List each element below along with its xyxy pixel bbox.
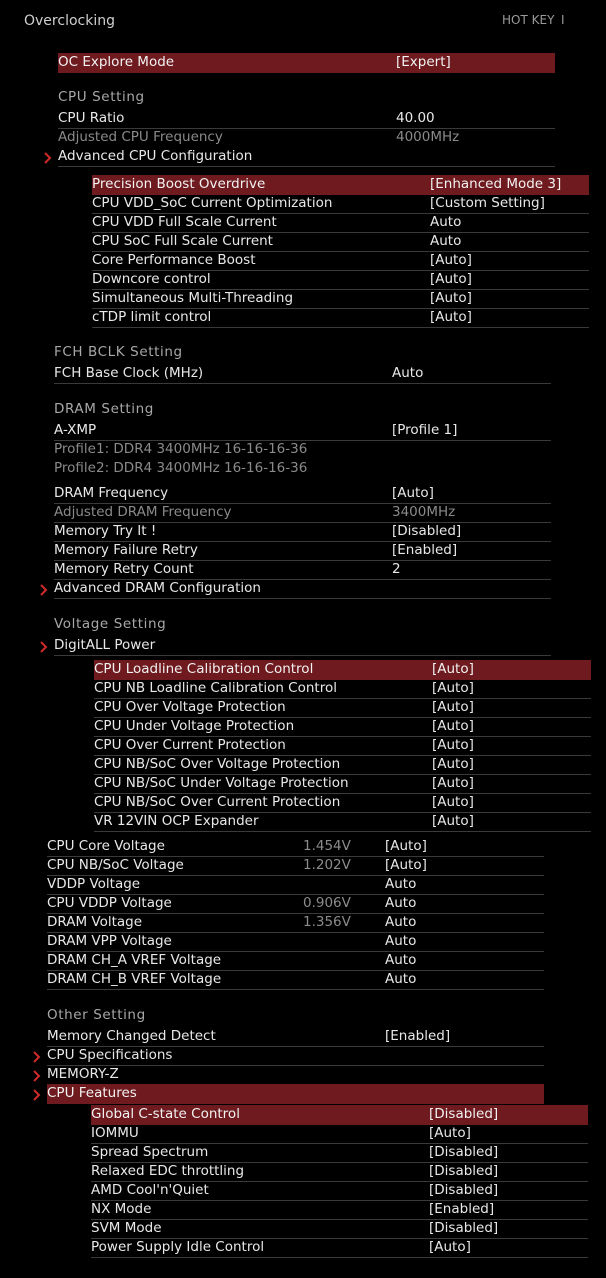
digitall-row[interactable] [94, 774, 591, 794]
voltage-row[interactable] [47, 875, 544, 895]
cpu-adv-label: CPU VDD_SoC Current Optimization [92, 195, 333, 211]
cpu-specifications-row[interactable] [47, 1046, 544, 1066]
memory-failure-retry-row[interactable] [54, 541, 551, 561]
cpu-adv-row[interactable] [92, 232, 589, 252]
digitall-value: [Auto] [432, 661, 474, 677]
profile2-label: Profile2: DDR4 3400MHz 16-16-16-36 [54, 460, 308, 476]
digitall-row[interactable] [94, 736, 591, 756]
cpu-adv-row[interactable] [92, 194, 589, 214]
voltage-row[interactable] [47, 951, 544, 971]
memory-changed-detect-label: Memory Changed Detect [47, 1028, 216, 1044]
advanced-dram-configuration-row[interactable] [54, 579, 551, 599]
cpu-adv-label: CPU VDD Full Scale Current [92, 214, 277, 230]
digitall-row[interactable] [94, 812, 591, 832]
voltage-label: DRAM CH_A VREF Voltage [47, 952, 222, 968]
cpu-feature-label: Power Supply Idle Control [91, 1239, 265, 1255]
memory-failure-retry-label: Memory Failure Retry [54, 542, 198, 558]
voltage-label: DRAM VPP Voltage [47, 933, 172, 949]
fch-base-clock-row[interactable] [54, 364, 551, 384]
voltage-label: CPU VDDP Voltage [47, 895, 172, 911]
cpu-feature-value: [Disabled] [429, 1220, 499, 1236]
voltage-reading: 1.356V [303, 914, 351, 930]
fch-base-clock-value: Auto [392, 365, 424, 381]
adjusted-cpu-frequency-value: 4000MHz [396, 129, 460, 145]
oc-explore-mode-row[interactable] [58, 53, 555, 73]
cpu-features-row[interactable] [47, 1084, 544, 1104]
voltage-value: [Auto] [385, 838, 427, 854]
voltage-row[interactable] [47, 837, 544, 857]
cpu-adv-value: Auto [430, 214, 462, 230]
memory-z-row[interactable] [47, 1065, 544, 1085]
dram-frequency-value: [Auto] [392, 485, 434, 501]
voltage-reading: 0.906V [303, 895, 351, 911]
fch-base-clock-label: FCH Base Clock (MHz) [54, 365, 204, 381]
cpu-feature-value: [Enabled] [429, 1201, 495, 1217]
cpu-specifications-label: CPU Specifications [47, 1047, 173, 1063]
digitall-label: CPU NB/SoC Over Voltage Protection [94, 756, 341, 772]
digitall-label: CPU Loadline Calibration Control [94, 661, 314, 677]
voltage-value: Auto [385, 895, 417, 911]
hotkey-separator: I [561, 13, 565, 27]
digitall-power-row[interactable] [54, 636, 551, 656]
cpu-adv-label: Core Performance Boost [92, 252, 256, 268]
cpu-feature-value: [Disabled] [429, 1182, 499, 1198]
cpu-adv-value: [Auto] [430, 271, 472, 287]
advanced-cpu-configuration-row[interactable] [58, 147, 555, 167]
cpu-feature-label: IOMMU [91, 1125, 139, 1141]
cpu-feature-row[interactable] [91, 1238, 588, 1258]
cpu-ratio-value: 40.00 [396, 110, 435, 126]
digitall-label: CPU Over Voltage Protection [94, 699, 286, 715]
cpu-feature-row[interactable] [91, 1200, 588, 1220]
cpu-adv-label: Precision Boost Overdrive [92, 176, 266, 192]
voltage-row[interactable] [47, 894, 544, 914]
profile1-label: Profile1: DDR4 3400MHz 16-16-16-36 [54, 441, 308, 457]
cpu-adv-row[interactable] [92, 270, 589, 290]
cpu-feature-label: SVM Mode [91, 1220, 162, 1236]
dram-frequency-row[interactable] [54, 484, 551, 504]
digitall-value: [Auto] [432, 699, 474, 715]
digitall-label: CPU NB Loadline Calibration Control [94, 680, 337, 696]
cpu-feature-value: [Disabled] [429, 1163, 499, 1179]
voltage-row[interactable] [47, 970, 544, 990]
digitall-label: CPU NB/SoC Under Voltage Protection [94, 775, 349, 791]
profile2-row [54, 459, 551, 478]
a-xmp-row[interactable] [54, 421, 551, 441]
digitall-value: [Auto] [432, 775, 474, 791]
cpu-feature-row[interactable] [91, 1143, 588, 1163]
cpu-feature-label: Global C-state Control [91, 1106, 240, 1122]
advanced-dram-configuration-label: Advanced DRAM Configuration [54, 580, 261, 596]
cpu-feature-row[interactable] [91, 1219, 588, 1239]
voltage-value: Auto [385, 876, 417, 892]
memory-changed-detect-value: [Enabled] [385, 1028, 451, 1044]
cpu-adv-value: [Auto] [430, 252, 472, 268]
voltage-setting-title: Voltage Setting [54, 616, 167, 632]
memory-retry-count-label: Memory Retry Count [54, 561, 194, 577]
adjusted-dram-frequency-label: Adjusted DRAM Frequency [54, 504, 232, 520]
cpu-adv-value: [Auto] [430, 290, 472, 306]
digitall-value: [Auto] [432, 680, 474, 696]
digitall-row[interactable] [94, 793, 591, 813]
digitall-label: CPU NB/SoC Over Current Protection [94, 794, 341, 810]
cpu-adv-value: [Auto] [430, 309, 472, 325]
cpu-feature-row[interactable] [91, 1162, 588, 1182]
cpu-adv-row[interactable] [92, 251, 589, 271]
cpu-ratio-row[interactable] [58, 109, 555, 129]
cpu-adv-label: CPU SoC Full Scale Current [92, 233, 273, 249]
cpu-adv-label: Downcore control [92, 271, 211, 287]
cpu-feature-row[interactable] [91, 1181, 588, 1201]
voltage-reading: 1.454V [303, 838, 351, 854]
cpu-feature-row[interactable] [91, 1124, 588, 1144]
voltage-value: Auto [385, 971, 417, 987]
dram-setting-title: DRAM Setting [54, 401, 154, 417]
cpu-feature-value: [Disabled] [429, 1106, 499, 1122]
digitall-label: CPU Under Voltage Protection [94, 718, 295, 734]
dram-frequency-label: DRAM Frequency [54, 485, 169, 501]
voltage-label: DRAM Voltage [47, 914, 143, 930]
memory-try-it-value: [Disabled] [392, 523, 462, 539]
digitall-value: [Auto] [432, 756, 474, 772]
cpu-feature-label: AMD Cool'n'Quiet [91, 1182, 209, 1198]
voltage-label: DRAM CH_B VREF Voltage [47, 971, 222, 987]
voltage-label: CPU Core Voltage [47, 838, 165, 854]
memory-try-it-label: Memory Try It ! [54, 523, 157, 539]
cpu-adv-row[interactable] [92, 175, 589, 195]
cpu-setting-title: CPU Setting [58, 89, 145, 105]
memory-retry-count-row[interactable] [54, 560, 551, 580]
voltage-label: CPU NB/SoC Voltage [47, 857, 184, 873]
digitall-row[interactable] [94, 717, 591, 737]
oc-explore-mode-value: [Expert] [396, 54, 451, 70]
cpu-feature-row[interactable] [91, 1105, 588, 1125]
cpu-adv-value: [Custom Setting] [430, 195, 545, 211]
hotkey-button[interactable]: HOT KEY [502, 13, 555, 27]
adjusted-cpu-frequency-row [58, 128, 555, 147]
voltage-value: [Auto] [385, 857, 427, 873]
digitall-power-label: DigitALL Power [54, 637, 156, 653]
cpu-feature-value: [Disabled] [429, 1144, 499, 1160]
cpu-adv-value: [Enhanced Mode 3] [430, 176, 562, 192]
digitall-row[interactable] [94, 660, 591, 680]
cpu-adv-label: Simultaneous Multi-Threading [92, 290, 294, 306]
page-title: Overclocking [24, 13, 115, 29]
cpu-adv-value: Auto [430, 233, 462, 249]
fch-bclk-setting-title: FCH BCLK Setting [54, 344, 183, 360]
voltage-row[interactable] [47, 932, 544, 952]
digitall-row[interactable] [94, 755, 591, 775]
voltage-label: VDDP Voltage [47, 876, 141, 892]
voltage-row[interactable] [47, 913, 544, 933]
profile1-row [54, 440, 551, 459]
voltage-reading: 1.202V [303, 857, 351, 873]
cpu-feature-label: Relaxed EDC throttling [91, 1163, 245, 1179]
adjusted-dram-frequency-value: 3400MHz [392, 504, 456, 520]
memory-z-label: MEMORY-Z [47, 1066, 119, 1082]
digitall-value: [Auto] [432, 737, 474, 753]
digitall-label: VR 12VIN OCP Expander [94, 813, 259, 829]
adjusted-cpu-frequency-label: Adjusted CPU Frequency [58, 129, 223, 145]
cpu-ratio-label: CPU Ratio [58, 110, 125, 126]
cpu-features-label: CPU Features [47, 1085, 137, 1101]
cpu-adv-row[interactable] [92, 308, 589, 328]
digitall-row[interactable] [94, 679, 591, 699]
voltage-value: Auto [385, 933, 417, 949]
memory-changed-detect-row[interactable] [47, 1027, 544, 1047]
a-xmp-label: A-XMP [54, 422, 97, 438]
cpu-adv-row[interactable] [92, 213, 589, 233]
memory-retry-count-value: 2 [392, 561, 401, 577]
digitall-row[interactable] [94, 698, 591, 718]
voltage-value: Auto [385, 952, 417, 968]
cpu-feature-label: NX Mode [91, 1201, 152, 1217]
cpu-adv-label: cTDP limit control [92, 309, 212, 325]
memory-failure-retry-value: [Enabled] [392, 542, 458, 558]
digitall-value: [Auto] [432, 813, 474, 829]
a-xmp-value: [Profile 1] [392, 422, 458, 438]
cpu-feature-value: [Auto] [429, 1125, 471, 1141]
adjusted-dram-frequency-row [54, 503, 551, 523]
other-setting-title: Other Setting [47, 1007, 146, 1023]
oc-explore-mode-label: OC Explore Mode [58, 54, 175, 70]
cpu-feature-label: Spread Spectrum [91, 1144, 209, 1160]
digitall-value: [Auto] [432, 718, 474, 734]
voltage-value: Auto [385, 914, 417, 930]
digitall-value: [Auto] [432, 794, 474, 810]
memory-try-it-row[interactable] [54, 522, 551, 542]
cpu-adv-row[interactable] [92, 289, 589, 309]
digitall-label: CPU Over Current Protection [94, 737, 286, 753]
voltage-row[interactable] [47, 856, 544, 876]
cpu-feature-value: [Auto] [429, 1239, 471, 1255]
advanced-cpu-configuration-label: Advanced CPU Configuration [58, 148, 253, 164]
